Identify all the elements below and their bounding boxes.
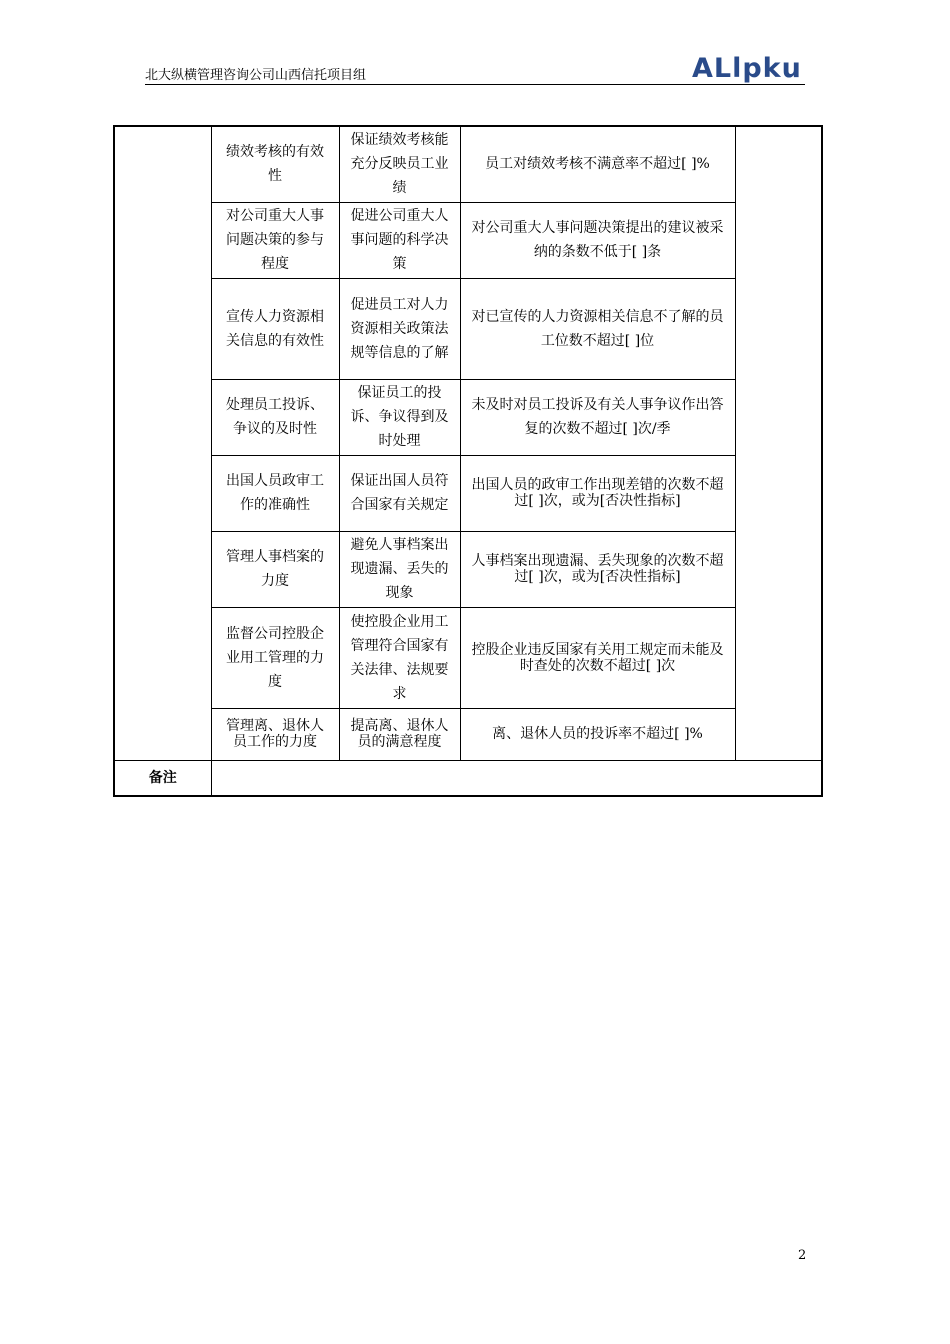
cell-standard: 对已宣传的人力资源相关信息不了解的员工位数不超过[ ]位 (460, 278, 735, 379)
cell-standard: 员工对绩效考核不满意率不超过[ ]% (460, 126, 735, 202)
table-row (114, 278, 822, 379)
header-title: 北大纵横管理咨询公司山西信托项目组 (145, 68, 367, 83)
cell-item: 管理人事档案的力度 (211, 531, 339, 607)
table-row (114, 607, 822, 708)
cell-item: 监督公司控股企业用工管理的力度 (211, 607, 339, 708)
kpi-table (113, 125, 823, 797)
table-row (114, 531, 822, 607)
table-row (114, 202, 822, 278)
cell-item: 处理员工投诉、争议的及时性 (211, 379, 339, 455)
table-row (114, 379, 822, 455)
cell-item: 绩效考核的有效性 (211, 126, 339, 202)
cell-standard: 出国人员的政审工作出现差错的次数不超过[ ]次，或为[否决性指标] (460, 455, 735, 531)
table-row (114, 455, 822, 531)
cell-goal: 保证员工的投诉、争议得到及时处理 (339, 379, 460, 455)
cell-goal: 避免人事档案出现遗漏、丢失的现象 (339, 531, 460, 607)
cell-goal: 使控股企业用工管理符合国家有关法律、法规要求 (339, 607, 460, 708)
page-number: 2 (798, 1248, 807, 1263)
right-blank-cell (735, 126, 822, 760)
cell-goal: 提高离、退休人员的满意程度 (339, 708, 460, 760)
cell-item: 宣传人力资源相关信息的有效性 (211, 278, 339, 379)
cell-item: 出国人员政审工作的准确性 (211, 455, 339, 531)
cell-standard: 控股企业违反国家有关用工规定而未能及时查处的次数不超过[ ]次 (460, 607, 735, 708)
notes-row (114, 760, 822, 796)
cell-goal: 保证出国人员符合国家有关规定 (339, 455, 460, 531)
cell-standard: 人事档案出现遗漏、丢失现象的次数不超过[ ]次，或为[否决性指标] (460, 531, 735, 607)
notes-label: 备注 (114, 760, 211, 796)
header-divider (145, 84, 805, 85)
left-blank-cell (114, 126, 211, 760)
notes-value (211, 760, 822, 796)
cell-goal: 促进员工对人力资源相关政策法规等信息的了解 (339, 278, 460, 379)
cell-standard: 未及时对员工投诉及有关人事争议作出答复的次数不超过[ ]次/季 (460, 379, 735, 455)
table-row (114, 708, 822, 760)
cell-item: 对公司重大人事问题决策的参与程度 (211, 202, 339, 278)
table-row (114, 126, 822, 202)
cell-standard: 离、退休人员的投诉率不超过[ ]% (460, 708, 735, 760)
cell-goal: 保证绩效考核能充分反映员工业绩 (339, 126, 460, 202)
logo-text: ALlpku (692, 53, 802, 84)
cell-goal: 促进公司重大人事问题的科学决策 (339, 202, 460, 278)
cell-standard: 对公司重大人事问题决策提出的建议被采纳的条数不低于[ ]条 (460, 202, 735, 278)
cell-item: 管理离、退休人员工作的力度 (211, 708, 339, 760)
